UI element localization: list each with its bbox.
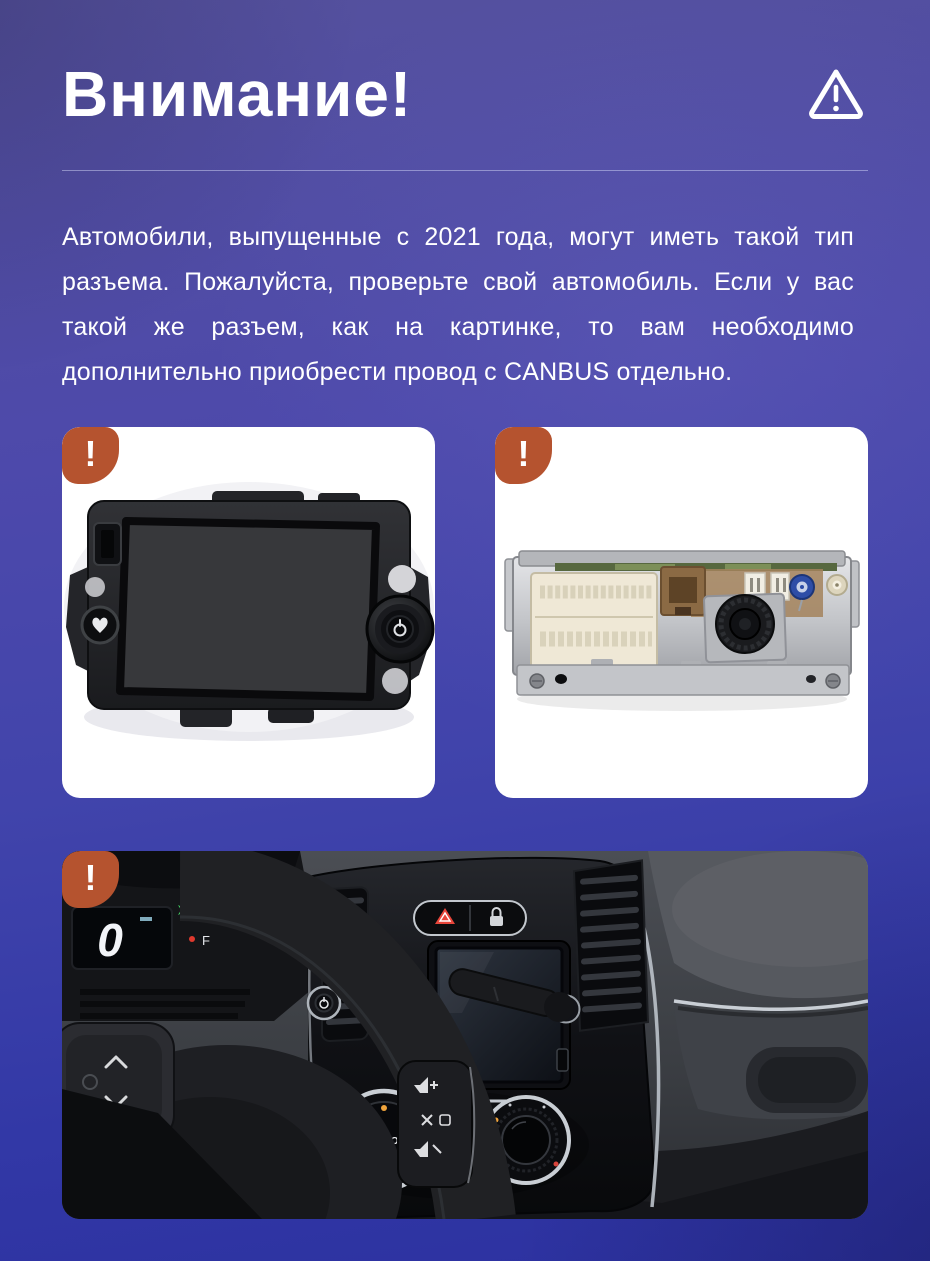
page-title: Внимание! — [62, 58, 413, 130]
antenna-knob — [704, 594, 786, 663]
hazard-lock-pill — [414, 901, 526, 935]
right-air-vent — [574, 860, 648, 1031]
notice-text: Автомобили, выпущенные с 2021 года, могут иметь такой тип разъема. Пожалуйста, проверьте свой автомобиль. Если у вас такой же разъем, как на картинке, то вам необходимо дополнительно приобрести провод с CANBUS отдельно. — [62, 223, 854, 386]
sd-slot — [94, 523, 121, 565]
power-knob-icon — [367, 596, 433, 662]
mount-hole-left — [85, 577, 105, 597]
warning-triangle-icon — [806, 65, 866, 123]
mount-hole-bottom-right — [382, 668, 408, 694]
usb-port-icon — [557, 1049, 568, 1071]
display-screen — [120, 521, 376, 697]
cluster-fuel: F — [202, 933, 210, 948]
mount-hole-top-right — [388, 565, 416, 593]
dashboard-photo-card — [62, 851, 868, 1219]
badge-mark: ! — [84, 856, 97, 898]
head-unit-rear-photo — [495, 427, 868, 798]
head-unit-front-card — [62, 427, 435, 798]
heart-button-icon — [82, 607, 118, 643]
badge-mark: ! — [517, 432, 530, 474]
cluster-gear: 1 — [217, 906, 226, 923]
head-unit-front-photo — [62, 427, 435, 798]
bottom-plate — [517, 659, 849, 695]
header — [62, 54, 868, 134]
divider-line — [62, 170, 868, 171]
badge-mark: ! — [84, 432, 97, 474]
audio-satellite-pod — [398, 1061, 474, 1187]
brown-connector — [661, 567, 705, 615]
cluster-speed: 0 — [97, 914, 123, 966]
content-column — [62, 0, 868, 1219]
quadlock-connector — [531, 573, 657, 669]
photo-cards-row — [62, 427, 868, 798]
fakra-cream-connector — [827, 575, 847, 595]
head-unit-rear-card — [495, 427, 868, 798]
dashboard-photo — [62, 851, 868, 1219]
